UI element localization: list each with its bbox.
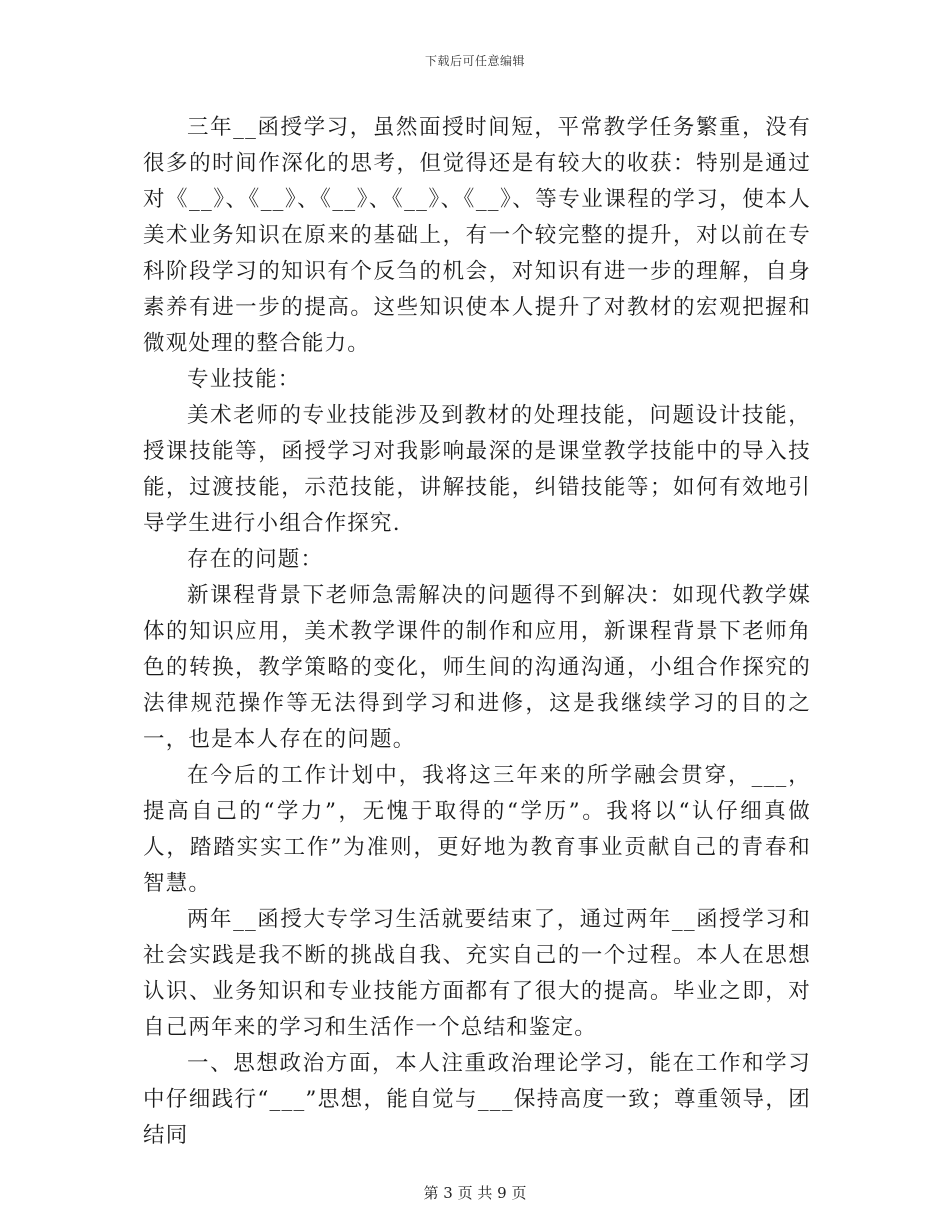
paragraph-professional-skills: 美术老师的专业技能涉及到教材的处理技能，问题设计技能，授课技能等，函授学习对我影响最深的是课堂教学技能中的导入技能，过渡技能，示范技能，讲解技能，纠错技能等；如何有效地引导学生进行小组合作探究. — [143, 403, 811, 536]
paragraph-future-plan: 在今后的工作计划中，我将这三年来的所学融会贯穿，___，提高自己的“学力”，无愧于取得的“学历”。我将以“认仔细真做人，踏踏实实工作”为准则，更好地为教育事业贡献自己的青春和智慧。 — [143, 763, 811, 896]
paragraph-two-year-summary: 两年__函授大专学习生活就要结束了，通过两年__函授学习和社会实践是我不断的挑战自我、充实自己的一个过程。本人在思想认识、业务知识和专业技能方面都有了很大的提高。毕业之即，对自己两年来的学习和生活作一个总结和鉴定。 — [143, 907, 811, 1040]
heading-professional-skills: 专业技能： — [187, 367, 301, 392]
paragraph-existing-problems: 新课程背景下老师急需解决的问题得不到解决：如现代教学媒体的知识应用，美术教学课件的制作和应用，新课程背景下老师角色的转换，教学策略的变化，师生间的沟通沟通，小组合作探究的法律规范操作等无法得到学习和进修，这是我继续学习的目的之一，也是本人存在的问题。 — [143, 583, 811, 752]
paragraph-study-summary: 三年__函授学习，虽然面授时间短，平常教学任务繁重，没有很多的时间作深化的思考，但觉得还是有较大的收获：特别是通过对《__》、《__》、《__》、《__》、《__》、等专业课程的学习，使本人美术业务知识在原来的基础上，有一个较完整的提升，对以前在专科阶段学习的知识有个反刍的机会，对知识有进一步的理解，自身素养有进一步的提高。这些知识使本人提升了对教材的宏观把握和微观处理的整合能力。 — [143, 115, 811, 356]
document-body — [143, 110, 811, 1154]
page-header: 下载后可任意编辑 — [424, 54, 525, 68]
heading-existing-problems: 存在的问题： — [187, 547, 324, 572]
paragraph-political-thought: 一、思想政治方面，本人注重政治理论学习，能在工作和学习中仔细践行“___”思想，能自觉与___保持高度一致；尊重领导，团结同 — [143, 1051, 811, 1148]
page-number: 第 3 页 共 9 页 — [423, 1184, 527, 1202]
